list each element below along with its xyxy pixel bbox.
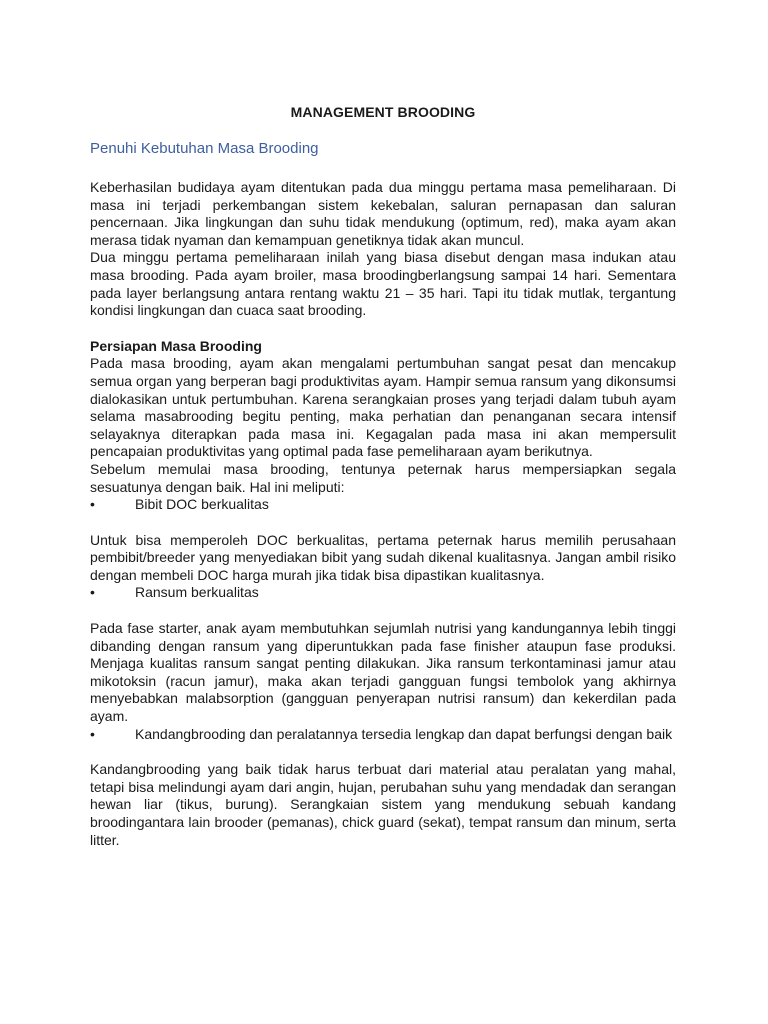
section-heading: Persiapan Masa Brooding [90, 337, 262, 354]
intro-paragraph-2: Dua minggu pertama pemeliharaan inilah yang biasa disebut dengan masa indukan atau masa brooding. Pada ayam broiler, masa broodingberlangsung sampai 14 hari. Sementara pada layer berlangsung antara rentang waktu 21 – 35 hari. Tapi itu tidak mutlak, tergantung kondisi lingkungan dan cuaca saat brooding. [90, 249, 676, 319]
bullet-item-ransum [90, 584, 676, 602]
section-paragraph-1: Pada masa brooding, ayam akan mengalami pertumbuhan sangat pesat dan mencakup semua organ yang berperan bagi produktivitas ayam. Hampir semua ransum yang dikonsumsi dialokasikan untuk pertumbuhan. Karena serangkaian proses yang terjadi dalam tubuh ayam selama masabrooding begitu penting, maka perhatian dan penanganan secara intensif selayaknya diterapkan pada masa ini. Kegagalan pada masa ini akan mempersulit pencapaian produktivitas yang optimal pada fase pemeliharaan ayam berikutnya. [90, 355, 676, 460]
document-title: MANAGEMENT BROODING [290, 104, 476, 120]
section-paragraph-2: Sebelum memulai masa brooding, tentunya peternak harus mempersiapkan segala sesuatunya dengan baik. Hal ini meliputi: [90, 460, 676, 495]
bullet-label: Ransum berkualitas [135, 584, 259, 601]
bullet-item-doc [90, 496, 676, 514]
bullet2-paragraph: Pada fase starter, anak ayam membutuhkan sejumlah nutrisi yang kandungannya lebih tinggi dibanding dengan ransum yang diperuntukkan pada fase finisher ataupun fase produksi. Menjaga kualitas ransum sangat penting dilakukan. Jika ransum terkontaminasi jamur atau mikotoksin (racun jamur), maka akan terjadi gangguan fungsi tembolok yang akhirnya menyebabkan malabsorption (gangguan penyerapan nutrisi ransum) dan kekerdilan pada ayam. [90, 620, 676, 725]
document-subtitle: Penuhi Kebutuhan Masa Brooding [90, 140, 319, 157]
bullet-label: Kandangbrooding dan peralatannya tersedia lengkap dan dapat berfungsi dengan baik [135, 725, 673, 742]
bullet-label: Bibit DOC berkualitas [135, 496, 269, 513]
bullet3-paragraph: Kandangbrooding yang baik tidak harus terbuat dari material atau peralatan yang mahal, tetapi bisa melindungi ayam dari angin, hujan, perubahan suhu yang mendadak dan serangan hewan liar (tikus, burung). Serangkaian sistem yang mendukung sebuah kandang broodingantara lain brooder (pemanas), chick guard (sekat), tempat ransum dan minum, serta litter. [90, 761, 676, 848]
bullet1-paragraph: Untuk bisa memperoleh DOC berkualitas, pertama peternak harus memilih perusahaan pembibit/breeder yang menyediakan bibit yang sudah dikenal kualitasnya. Jangan ambil risiko dengan membeli DOC harga murah jika tidak bisa dipastikan kualitasnya. [90, 531, 676, 583]
bullet-icon: • [90, 496, 95, 513]
bullet-icon: • [90, 584, 95, 601]
bullet-icon: • [90, 725, 95, 742]
bullet-item-kandang [90, 726, 676, 744]
intro-paragraph-1: Keberhasilan budidaya ayam ditentukan pada dua minggu pertama masa pemeliharaan. Di masa ini terjadi perkembangan sistem kekebalan, saluran pernapasan dan saluran pencernaan. Jika lingkungan dan suhu tidak mendukung (optimum, red), maka ayam akan merasa tidak nyaman dan kemampuan genetiknya tidak akan muncul. [90, 179, 676, 248]
